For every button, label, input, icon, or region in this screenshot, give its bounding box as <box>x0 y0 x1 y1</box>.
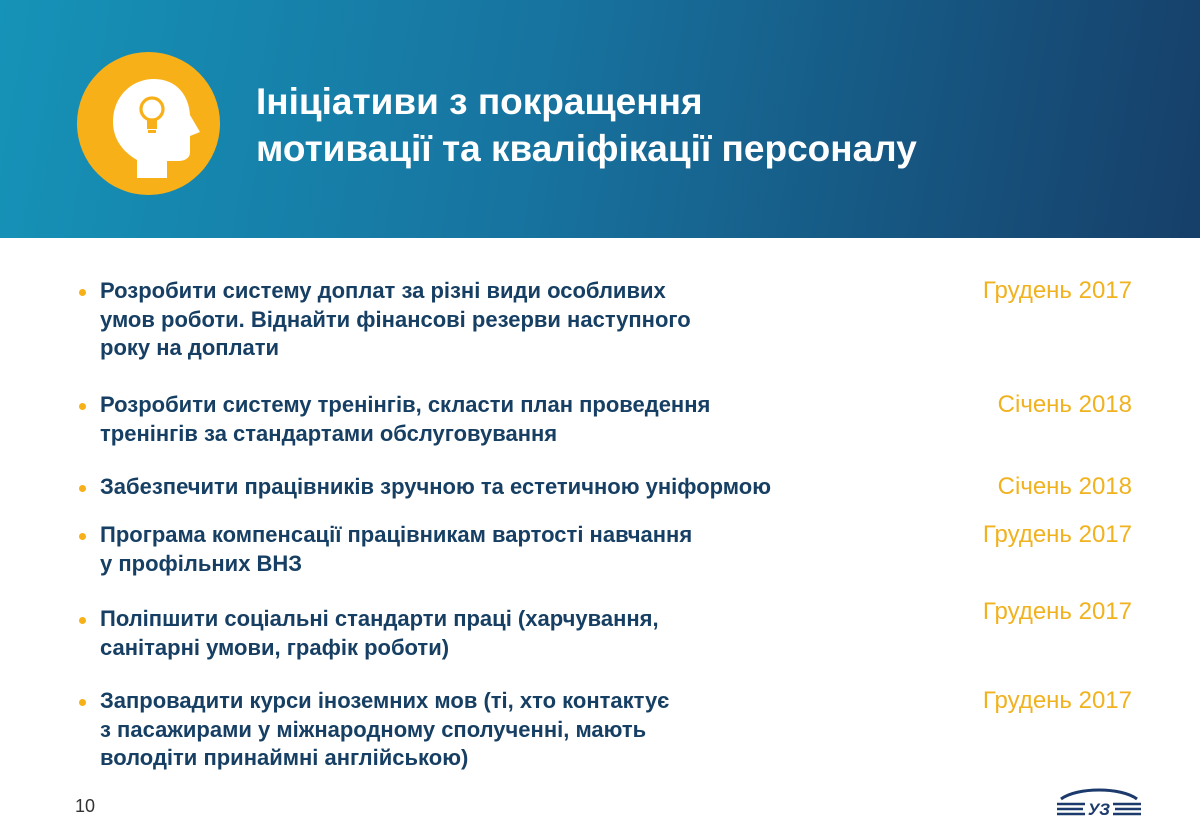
item-text <box>100 521 860 578</box>
page-title <box>256 78 917 172</box>
item-line: Запровадити курси іноземних мов (ті, хто контактує <box>100 688 670 713</box>
item-line: у профільних ВНЗ <box>100 550 303 576</box>
header-banner <box>0 0 1200 238</box>
item-line: Розробити систему доплат за різні види особливих <box>100 278 666 303</box>
item-line: санітарні умови, графік роботи) <box>100 634 450 660</box>
bullet-icon <box>79 617 86 624</box>
title-line: мотивації та кваліфікації персоналу <box>256 128 917 169</box>
bullet-icon <box>79 403 86 410</box>
item-line: Розробити систему тренінгів, скласти план проведення <box>100 392 711 417</box>
title-line: Ініціативи з покращення <box>256 81 703 122</box>
item-line: Програма компенсації працівникам вартості навчання <box>100 522 693 547</box>
bullet-icon <box>79 485 86 492</box>
item-date: Грудень 2017 <box>982 521 1132 548</box>
item-line: року на доплати <box>100 335 280 360</box>
item-date: Грудень 2017 <box>982 687 1132 714</box>
bullet-icon <box>79 533 86 540</box>
item-text <box>100 391 860 448</box>
icon-circle <box>77 52 220 195</box>
bullet-icon <box>79 289 86 296</box>
item-date: Грудень 2017 <box>982 598 1132 625</box>
uz-railway-logo <box>1055 784 1143 824</box>
item-date: Грудень 2017 <box>982 277 1132 304</box>
item-line: умов роботи. Віднайти фінансові резерви наступного <box>100 306 691 332</box>
page-number: 10 <box>75 796 96 816</box>
item-date: Січень 2018 <box>997 473 1132 500</box>
item-text <box>100 605 860 662</box>
item-line: володіти принаймні англійською) <box>100 745 469 770</box>
head-lightbulb-icon <box>77 52 220 195</box>
item-line: тренінгів за стандартами обслуговування <box>100 420 558 446</box>
bullet-icon <box>79 699 86 706</box>
item-text <box>100 687 860 773</box>
item-line: Забезпечити працівників зручною та естетичною уніформою <box>100 474 771 499</box>
item-text <box>100 473 860 502</box>
item-line: Поліпшити соціальні стандарти праці (харчування, <box>100 606 659 631</box>
item-text <box>100 277 860 363</box>
item-line: з пасажирами у міжнародному сполученні, мають <box>100 716 647 742</box>
item-date: Січень 2018 <box>997 391 1132 418</box>
logo-text: УЗ <box>1087 800 1111 819</box>
